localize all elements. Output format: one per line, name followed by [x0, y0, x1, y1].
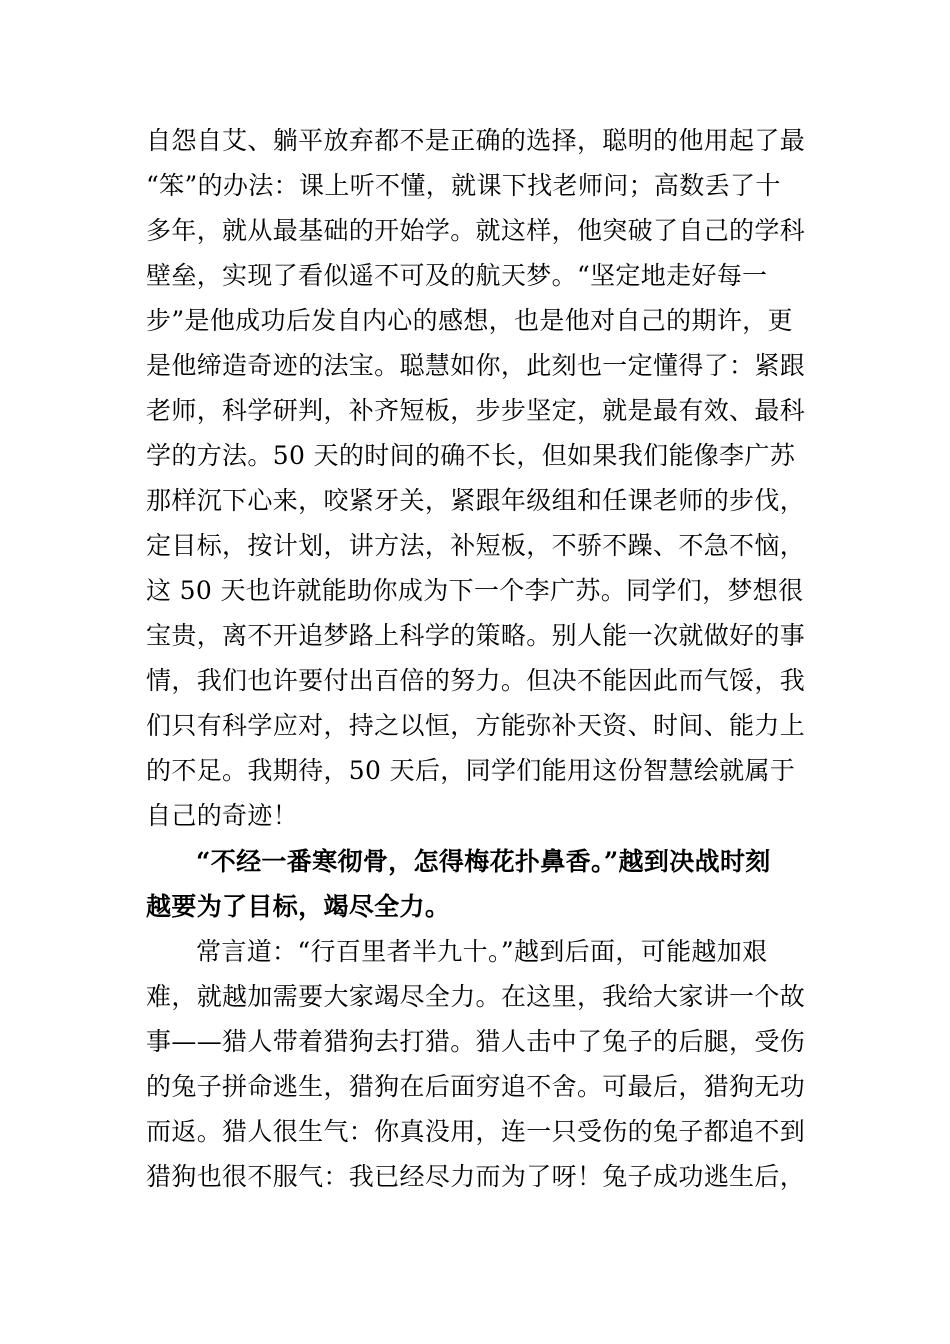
text-line: 是他缔造奇迹的法宝。聪慧如你，此刻也一定懂得了：紧跟	[146, 351, 806, 380]
text-line: 老师，科学研判，补齐短板，步步坚定，就是最有效、最科	[146, 396, 806, 425]
text-line: 自怨自艾、躺平放弃都不是正确的选择，聪明的他用起了最	[146, 126, 806, 155]
heading-line: “不经一番寒彻骨，怎得梅花扑鼻香。”越到决战时刻	[196, 847, 771, 876]
text-line: 的兔子拼命逃生，猎狗在后面穷追不舍。可最后，猎狗无功	[146, 1072, 806, 1101]
text-line: 难，就越加需要大家竭尽全力。在这里，我给大家讲一个故	[146, 982, 806, 1011]
text-line: 而返。猎人很生气：你真没用，连一只受伤的兔子都追不到	[146, 1117, 806, 1146]
text-line: 步”是他成功后发自内心的感想，也是他对自己的期许，更	[146, 306, 793, 335]
heading-line: 越要为了目标，竭尽全力。	[146, 892, 451, 921]
text-line: 的不足。我期待，50 天后，同学们能用这份智慧绘就属于	[146, 756, 796, 785]
text-line: 自己的奇迹！	[146, 801, 299, 830]
text-line: 多年，就从最基础的开始学。就这样，他突破了自己的学科	[146, 216, 806, 245]
text-line: 们只有科学应对，持之以恒，方能弥补天资、时间、能力上	[146, 711, 806, 740]
text-line: 宝贵，离不开追梦路上科学的策略。别人能一次就做好的事	[146, 621, 806, 650]
text-line: 壁垒，实现了看似遥不可及的航天梦。“坚定地走好每一	[146, 261, 768, 290]
text-line: “笨”的办法：课上听不懂，就课下找老师问；高数丢了十	[146, 171, 781, 200]
text-line: 这 50 天也许就能助你成为下一个李广苏。同学们，梦想很	[146, 576, 804, 605]
text-line: 学的方法。50 天的时间的确不长，但如果我们能像李广苏	[146, 441, 796, 470]
text-line: 情，我们也许要付出百倍的努力。但决不能因此而气馁，我	[146, 666, 806, 695]
text-line: 那样沉下心来，咬紧牙关，紧跟年级组和任课老师的步伐，	[146, 486, 806, 515]
text-line: 事——猎人带着猎狗去打猎。猎人击中了兔子的后腿，受伤	[146, 1027, 806, 1056]
text-line: 常言道：“行百里者半九十。”越到后面，可能越加艰	[196, 937, 768, 966]
text-line: 猎狗也很不服气：我已经尽力而为了呀！兔子成功逃生后，	[146, 1162, 806, 1191]
text-line: 定目标，按计划，讲方法，补短板，不骄不躁、不急不恼，	[146, 531, 806, 560]
